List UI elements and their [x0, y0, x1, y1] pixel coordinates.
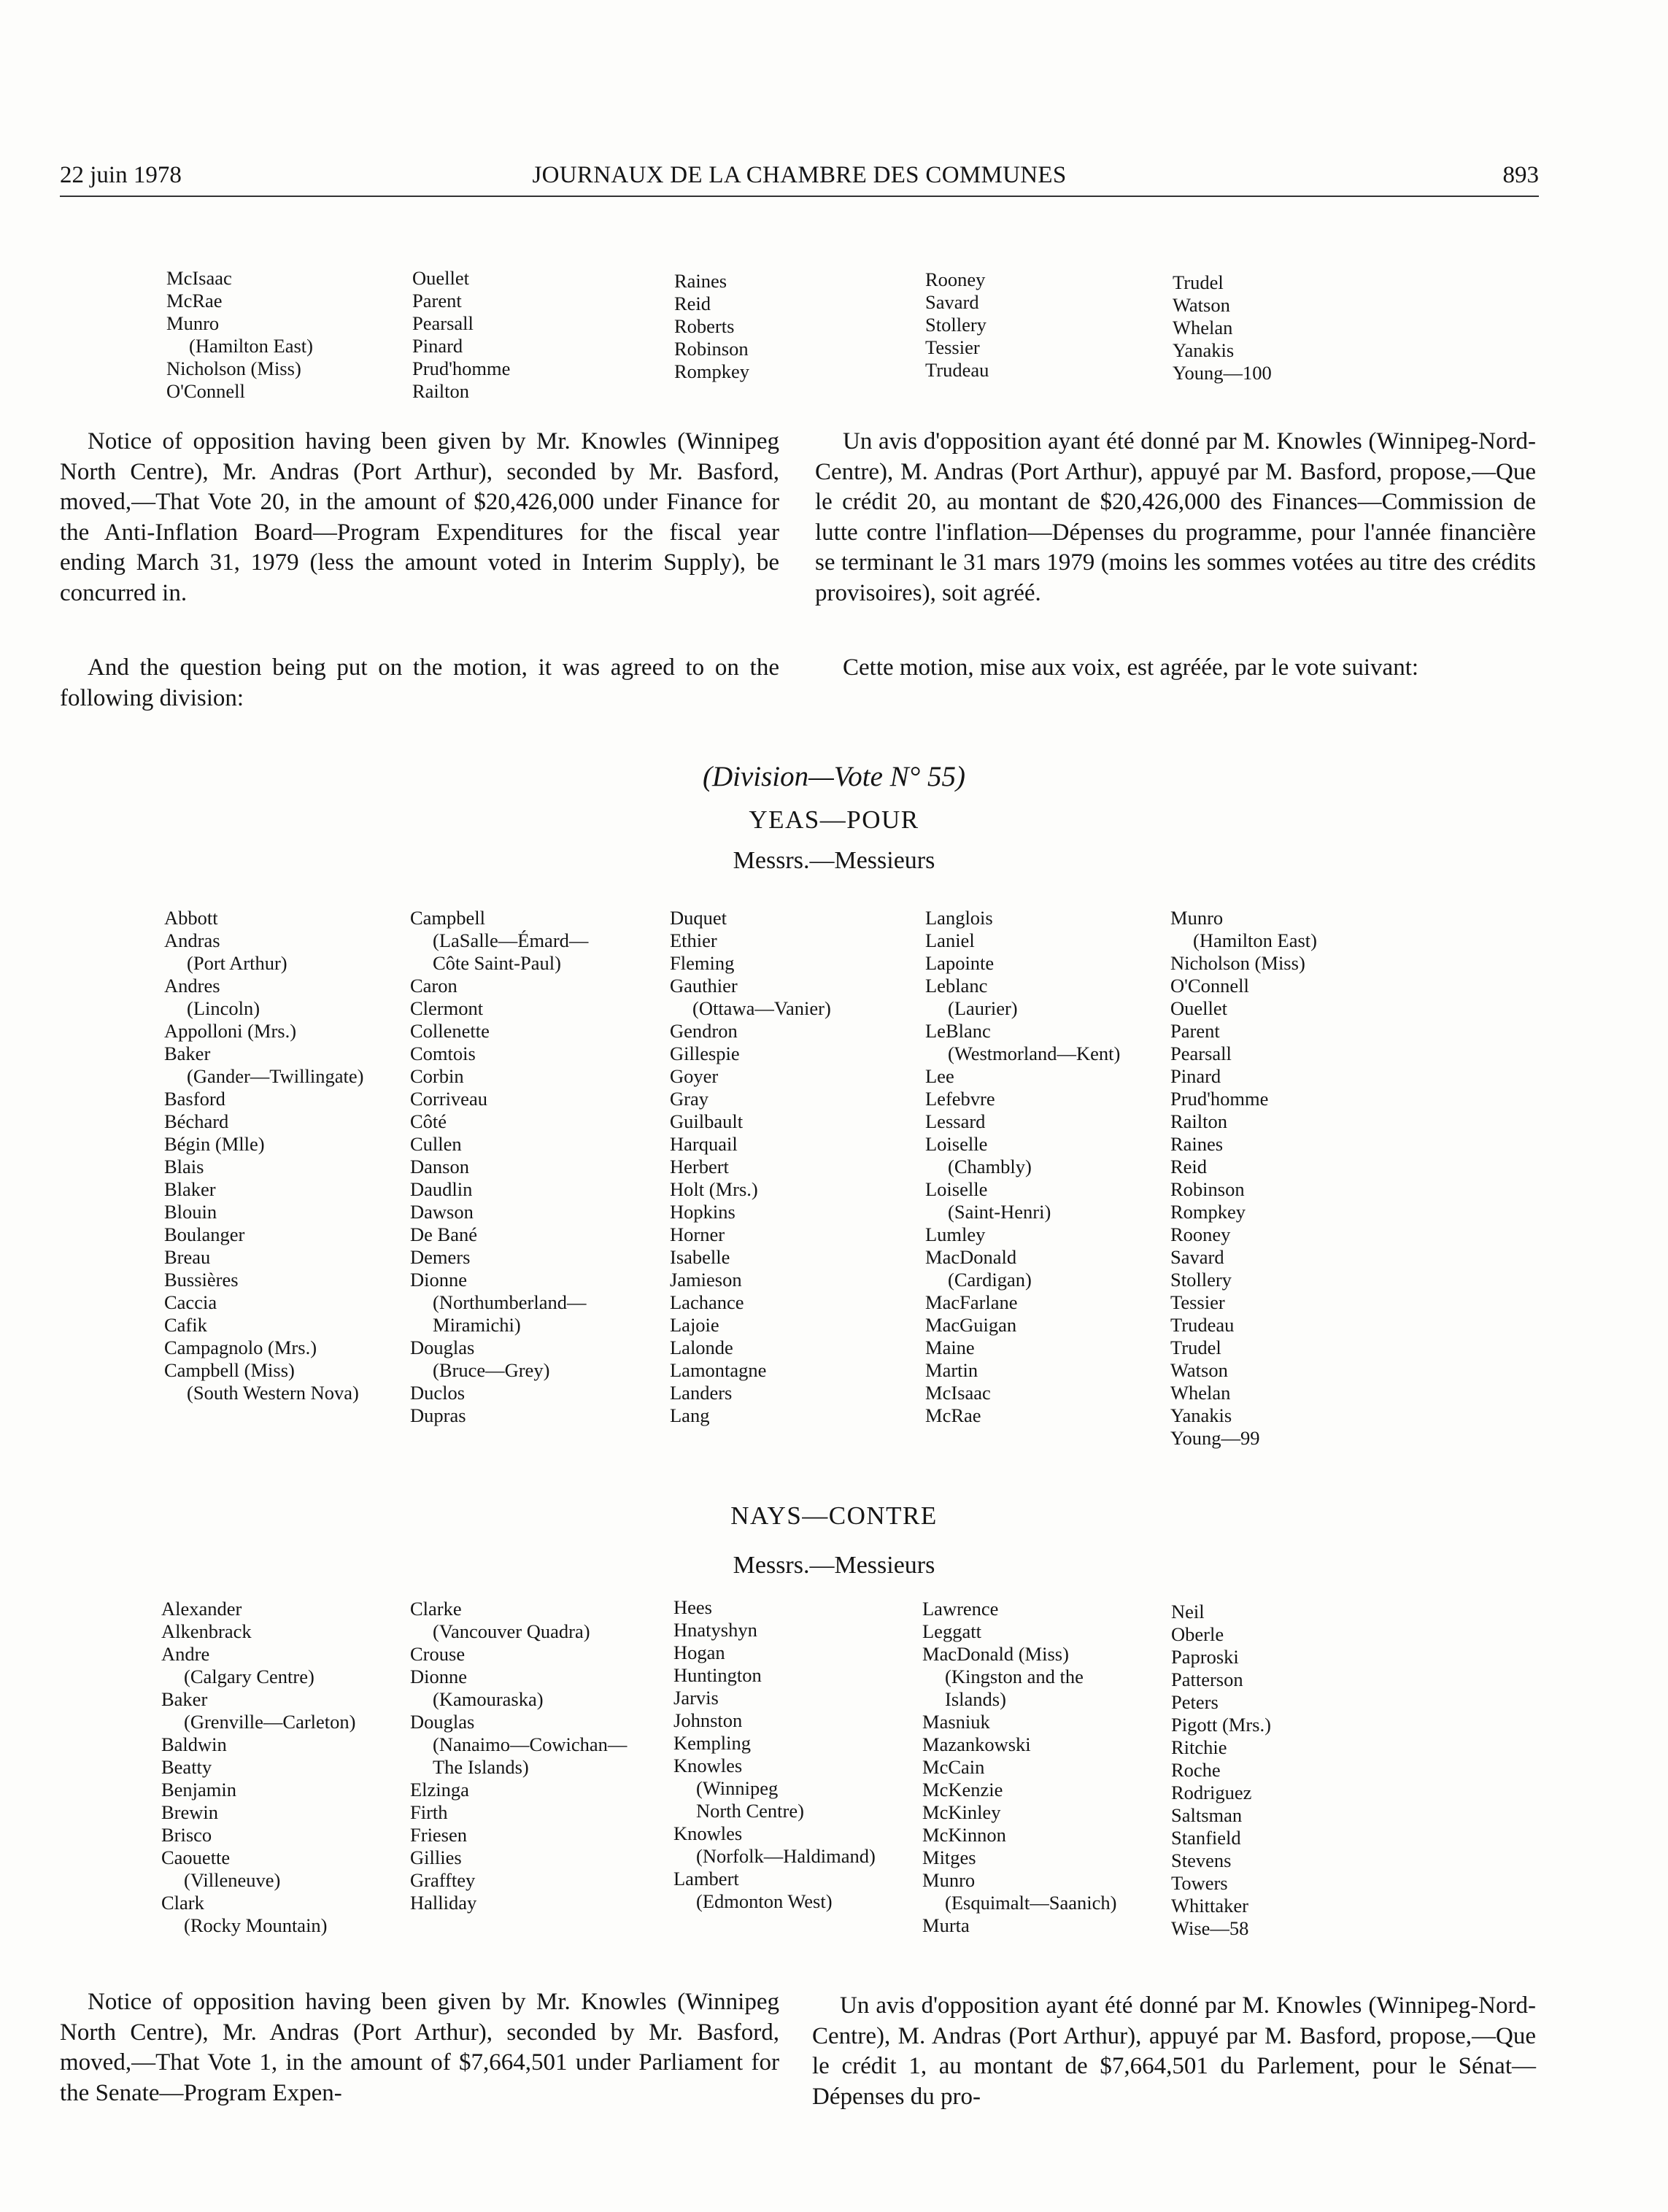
member-name: Horner [670, 1223, 725, 1245]
member-name: Pearsall [1170, 1043, 1232, 1064]
member-name: Campbell (Miss) [164, 1359, 295, 1381]
member-name: Comtois [410, 1043, 476, 1064]
member-name: Baker [161, 1688, 208, 1710]
member-name: Rodriguez [1171, 1782, 1252, 1803]
member-name: Dionne [410, 1666, 468, 1687]
member-name: Neil [1171, 1601, 1205, 1623]
member-name: Whelan [1173, 317, 1233, 339]
member-name: Dawson [410, 1201, 474, 1223]
member-name: Railton [1170, 1110, 1228, 1132]
notice-1-english: Notice of opposition having been given by Mr. Knowles (Winnipeg North Centre), Mr. Andras (Port Arthur), seconded by Mr. Basford, moved,—That Vote 20, in the amount of $20,426,000 under Finance for the Anti-Inflation Board—Program Expenditures for the fiscal year ending March 31, 1979 (less the amount voted in Interim Supply), be concurred in. [60, 428, 779, 606]
riding-name: (South Western Nova) [187, 1382, 359, 1404]
member-name: Stollery [925, 314, 986, 336]
member-name: Trudel [1173, 271, 1224, 293]
member-name: Landers [670, 1382, 733, 1404]
member-name: Nicholson (Miss) [1170, 952, 1305, 974]
member-name: Pigott (Mrs.) [1171, 1714, 1271, 1736]
member-name: Duquet [670, 907, 727, 929]
page-header [60, 162, 1539, 198]
header-title: JOURNAUX DE LA CHAMBRE DES COMMUNES [532, 162, 1067, 188]
riding-name: (Grenville—Carleton) [184, 1711, 356, 1733]
riding-name: (Saint-Henri) [948, 1201, 1051, 1223]
member-name: Benjamin [161, 1779, 237, 1801]
member-name: Reid [674, 293, 711, 314]
member-name: Brewin [161, 1801, 219, 1823]
top-list-col-3 [674, 270, 749, 383]
member-name: Lumley [925, 1223, 986, 1245]
member-name: Halliday [410, 1892, 477, 1914]
member-name: McKinnon [922, 1824, 1006, 1846]
member-name: McIsaac [166, 267, 232, 289]
member-name: Tessier [925, 336, 980, 358]
page-number: 893 [1502, 162, 1539, 188]
yeas-col-2 [410, 907, 588, 1427]
member-name: MacGuigan [925, 1314, 1017, 1336]
member-name: Dupras [410, 1404, 466, 1426]
nays-col-5 [1171, 1601, 1271, 1940]
riding-name: (Ottawa—Vanier) [692, 997, 831, 1019]
member-name: Stanfield [1171, 1827, 1241, 1849]
riding-name: (Laurier) [948, 997, 1018, 1019]
member-name: Pinard [1170, 1065, 1221, 1087]
yeas-col-3 [670, 907, 831, 1427]
riding-name: (Kamouraska) [433, 1688, 544, 1710]
member-name: Watson [1173, 294, 1230, 316]
member-name: Stollery [1170, 1269, 1232, 1291]
nays-col-3 [673, 1596, 876, 1913]
member-name: Paproski [1171, 1646, 1239, 1668]
top-list-col-5 [1173, 271, 1272, 384]
member-name: Parent [1170, 1020, 1220, 1042]
riding-name: North Centre) [696, 1800, 804, 1822]
member-name: Lachance [670, 1291, 744, 1313]
member-name: Boulanger [164, 1223, 245, 1245]
nays-col-1 [161, 1598, 355, 1937]
member-name: Mitges [922, 1846, 976, 1868]
division-title: (Division—Vote N° 55) [702, 761, 966, 792]
question-english: And the question being put on the motion, it was agreed to on the following division: [60, 654, 779, 711]
member-name: Railton [412, 380, 470, 402]
member-name: Blaker [164, 1178, 216, 1200]
member-name: Guilbault [670, 1110, 744, 1132]
member-name: Baldwin [161, 1733, 227, 1755]
member-name: Cafik [164, 1314, 207, 1336]
member-name: Trudeau [925, 359, 989, 381]
member-name: Jarvis [673, 1687, 719, 1709]
notice-2-english: Notice of opposition having been given by Mr. Knowles (Winnipeg North Centre), Mr. Andras (Port Arthur), seconded by Mr. Basford, moved,—That Vote 1, in the amount of $7,664,501 under Parliament for the Senate—Program Expen- [60, 1989, 779, 2106]
yeas-messrs-heading: Messrs.—Messieurs [733, 847, 935, 874]
member-name: Prud'homme [1170, 1088, 1269, 1110]
nays-col-2 [410, 1598, 627, 1914]
member-name: Daudlin [410, 1178, 473, 1200]
member-name: Clark [161, 1892, 204, 1914]
member-name: Roberts [674, 315, 735, 337]
member-name: Campagnolo (Mrs.) [164, 1337, 317, 1358]
member-name: Campbell [410, 907, 486, 929]
riding-name: Miramichi) [433, 1314, 521, 1336]
member-name: Baker [164, 1043, 211, 1064]
top-list-col-2 [412, 267, 510, 403]
member-name: Maine [925, 1337, 975, 1358]
member-name: Watson [1170, 1359, 1228, 1381]
member-name: Brisco [161, 1824, 212, 1846]
member-name: Isabelle [670, 1246, 730, 1268]
riding-name: (Westmorland—Kent) [948, 1043, 1121, 1064]
member-name: LeBlanc [925, 1020, 991, 1042]
member-name: Breau [164, 1246, 211, 1268]
header-rule [60, 196, 1539, 197]
member-name: Knowles [673, 1822, 743, 1844]
question-french: Cette motion, mise aux voix, est agréée, par le vote suivant: [843, 654, 1419, 681]
member-name: Rooney [1170, 1223, 1231, 1245]
member-name: Duclos [410, 1382, 466, 1404]
member-name: Ouellet [412, 267, 469, 289]
member-name: Masniuk [922, 1711, 990, 1733]
header-date: 22 juin 1978 [60, 162, 182, 188]
member-name: Lambert [673, 1868, 739, 1890]
member-name: Raines [674, 270, 727, 292]
member-name: Young—99 [1170, 1427, 1260, 1449]
nays-messrs-heading: Messrs.—Messieurs [733, 1552, 935, 1579]
member-name: Côté [410, 1110, 447, 1132]
notice-2-french: Un avis d'opposition ayant été donné par M. Knowles (Winnipeg-Nord-Centre), M. Andras (Port Arthur), appuyé par M. Basford, propose,—Que le crédit 1, au montant de $7,664,501 du Parlement, pour le Sénat—Dépenses du pro- [812, 1992, 1536, 2110]
member-name: Leggatt [922, 1620, 981, 1642]
member-name: De Bané [410, 1223, 477, 1245]
member-name: Rooney [925, 268, 986, 290]
riding-name: Côte Saint-Paul) [433, 952, 561, 974]
member-name: Langlois [925, 907, 993, 929]
member-name: Ethier [670, 929, 717, 951]
riding-name: (Norfolk—Haldimand) [696, 1845, 876, 1867]
member-name: Lee [925, 1065, 954, 1087]
member-name: Crouse [410, 1643, 466, 1665]
member-name: Prud'homme [412, 357, 511, 379]
member-name: Grafftey [410, 1869, 476, 1891]
member-name: Basford [164, 1088, 225, 1110]
member-name: Murta [922, 1914, 970, 1936]
member-name: Danson [410, 1156, 469, 1177]
riding-name: (Edmonton West) [696, 1890, 833, 1912]
member-name: Johnston [673, 1709, 743, 1731]
member-name: Peters [1171, 1691, 1219, 1713]
member-name: Loiselle [925, 1133, 988, 1155]
yeas-col-4 [925, 907, 1120, 1427]
member-name: Clermont [410, 997, 484, 1019]
member-name: Whelan [1170, 1382, 1231, 1404]
member-name: Blais [164, 1156, 204, 1177]
riding-name: (Port Arthur) [187, 952, 287, 974]
riding-name: (Esquimalt—Saanich) [945, 1892, 1117, 1914]
member-name: Collenette [410, 1020, 490, 1042]
nays-col-4 [922, 1598, 1117, 1937]
riding-name: (Winnipeg [696, 1777, 779, 1799]
member-name: Stevens [1171, 1849, 1232, 1871]
member-name: Andras [164, 929, 220, 951]
riding-name: (Gander—Twillingate) [187, 1065, 364, 1087]
member-name: Lajoie [670, 1314, 719, 1336]
member-name: Leblanc [925, 975, 988, 997]
member-name: Abbott [164, 907, 218, 929]
member-name: Savard [925, 291, 979, 313]
member-name: Yanakis [1170, 1404, 1232, 1426]
riding-name: The Islands) [433, 1756, 529, 1778]
member-name: Lessard [925, 1110, 986, 1132]
member-name: Martin [925, 1359, 978, 1381]
member-name: McIsaac [925, 1382, 991, 1404]
member-name: Andre [161, 1643, 210, 1665]
member-name: Hees [673, 1596, 712, 1618]
member-name: Caron [410, 975, 457, 997]
member-name: Huntington [673, 1664, 762, 1686]
member-name: Parent [412, 290, 462, 312]
member-name: Béchard [164, 1110, 229, 1132]
member-name: Elzinga [410, 1779, 469, 1801]
member-name: McCain [922, 1756, 985, 1778]
member-name: Lalonde [670, 1337, 733, 1358]
notice-1-french: Un avis d'opposition ayant été donné par M. Knowles (Winnipeg-Nord-Centre), M. Andras (Port Arthur), appuyé par M. Basford, propose,—Que le crédit 20, au montant de $20,426,000 des Finances—Commission de lutte contre l'inflation—Dépenses du programme, pour l'année financière se terminant le 31 mars 1979 (moins les sommes votées au titre des crédits provisoires), soit agréé. [815, 428, 1536, 606]
member-name: Lefebvre [925, 1088, 995, 1110]
member-name: Ouellet [1170, 997, 1227, 1019]
member-name: Andres [164, 975, 220, 997]
member-name: Lawrence [922, 1598, 999, 1620]
member-name: Pinard [412, 335, 463, 357]
member-name: Lang [670, 1404, 710, 1426]
member-name: Alexander [161, 1598, 242, 1620]
member-name: Harquail [670, 1133, 738, 1155]
riding-name: (Hamilton East) [189, 335, 313, 357]
riding-name: (Kingston and the [945, 1666, 1084, 1687]
member-name: Munro [1170, 907, 1224, 929]
member-name: Oberle [1171, 1623, 1224, 1645]
member-name: Gray [670, 1088, 708, 1110]
member-name: Alkenbrack [161, 1620, 252, 1642]
member-name: McRae [925, 1404, 981, 1426]
nays-heading: NAYS—CONTRE [730, 1501, 938, 1530]
member-name: O'Connell [1170, 975, 1249, 997]
top-list-col-1 [166, 267, 313, 403]
member-name: McRae [166, 290, 223, 312]
yeas-heading: YEAS—POUR [749, 805, 919, 834]
member-name: Appolloni (Mrs.) [164, 1020, 297, 1042]
member-name: Wise—58 [1171, 1917, 1249, 1939]
member-name: Fleming [670, 952, 735, 974]
member-name: Beatty [161, 1756, 212, 1778]
riding-name: (Vancouver Quadra) [433, 1620, 590, 1642]
riding-name: (Chambly) [948, 1156, 1032, 1177]
member-name: Patterson [1171, 1668, 1243, 1690]
member-name: Robinson [1170, 1178, 1245, 1200]
riding-name: (Bruce—Grey) [433, 1359, 550, 1381]
member-name: Roche [1171, 1759, 1221, 1781]
member-name: Whittaker [1171, 1895, 1248, 1917]
yeas-col-1 [164, 907, 363, 1404]
member-name: Munro [922, 1869, 976, 1891]
member-name: Douglas [410, 1337, 475, 1358]
member-name: Kempling [673, 1732, 751, 1754]
member-name: Munro [166, 312, 220, 334]
riding-name: Islands) [945, 1688, 1006, 1710]
riding-name: (Hamilton East) [1193, 929, 1317, 951]
member-name: Savard [1170, 1246, 1224, 1268]
member-name: McKinley [922, 1801, 1001, 1823]
riding-name: (Northumberland— [433, 1291, 587, 1313]
member-name: Caccia [164, 1291, 217, 1313]
member-name: Towers [1171, 1872, 1228, 1894]
member-name: Laniel [925, 929, 975, 951]
member-name: McKenzie [922, 1779, 1003, 1801]
member-name: Nicholson (Miss) [166, 357, 301, 379]
member-name: Hnatyshyn [673, 1619, 757, 1641]
member-name: Robinson [674, 338, 749, 360]
member-name: Gillespie [670, 1043, 740, 1064]
riding-name: (LaSalle—Émard— [433, 929, 589, 951]
member-name: Trudeau [1170, 1314, 1235, 1336]
member-name: Dionne [410, 1269, 468, 1291]
member-name: Bussières [164, 1269, 239, 1291]
member-name: Raines [1170, 1133, 1224, 1155]
member-name: Bégin (Mlle) [164, 1133, 265, 1155]
yeas-col-5 [1170, 907, 1317, 1450]
member-name: Friesen [410, 1824, 468, 1846]
member-name: Hogan [673, 1641, 725, 1663]
riding-name: (Cardigan) [948, 1269, 1032, 1291]
member-name: Lamontagne [670, 1359, 767, 1381]
member-name: Loiselle [925, 1178, 988, 1200]
member-name: MacDonald (Miss) [922, 1643, 1069, 1665]
riding-name: (Rocky Mountain) [184, 1914, 328, 1936]
member-name: Reid [1170, 1156, 1208, 1177]
member-name: Mazankowski [922, 1733, 1031, 1755]
member-name: Corriveau [410, 1088, 487, 1110]
member-name: Lapointe [925, 952, 995, 974]
member-name: Gendron [670, 1020, 738, 1042]
member-name: Pearsall [412, 312, 474, 334]
member-name: Young—100 [1173, 362, 1272, 384]
member-name: Corbin [410, 1065, 464, 1087]
member-name: Rompkey [674, 360, 750, 382]
member-name: Holt (Mrs.) [670, 1178, 758, 1200]
member-name: MacDonald [925, 1246, 1017, 1268]
member-name: Caouette [161, 1846, 231, 1868]
member-name: Demers [410, 1246, 471, 1268]
member-name: Douglas [410, 1711, 475, 1733]
member-name: Jamieson [670, 1269, 742, 1291]
riding-name: (Nanaimo—Cowichan— [433, 1733, 628, 1755]
member-name: MacFarlane [925, 1291, 1018, 1313]
member-name: Tessier [1170, 1291, 1225, 1313]
riding-name: (Villeneuve) [184, 1869, 281, 1891]
member-name: Herbert [670, 1156, 729, 1177]
member-name: Knowles [673, 1755, 743, 1776]
riding-name: (Calgary Centre) [184, 1666, 314, 1687]
member-name: Yanakis [1173, 339, 1235, 361]
member-name: Goyer [670, 1065, 719, 1087]
member-name: Rompkey [1170, 1201, 1246, 1223]
member-name: Gauthier [670, 975, 738, 997]
member-name: Gillies [410, 1846, 462, 1868]
member-name: Hopkins [670, 1201, 735, 1223]
top-list-col-4 [925, 268, 989, 382]
member-name: Trudel [1170, 1337, 1221, 1358]
member-name: Saltsman [1171, 1804, 1243, 1826]
member-name: Firth [410, 1801, 448, 1823]
riding-name: (Lincoln) [187, 997, 260, 1019]
member-name: O'Connell [166, 380, 245, 402]
member-name: Cullen [410, 1133, 462, 1155]
member-name: Blouin [164, 1201, 217, 1223]
member-name: Clarke [410, 1598, 462, 1620]
member-name: Ritchie [1171, 1736, 1227, 1758]
